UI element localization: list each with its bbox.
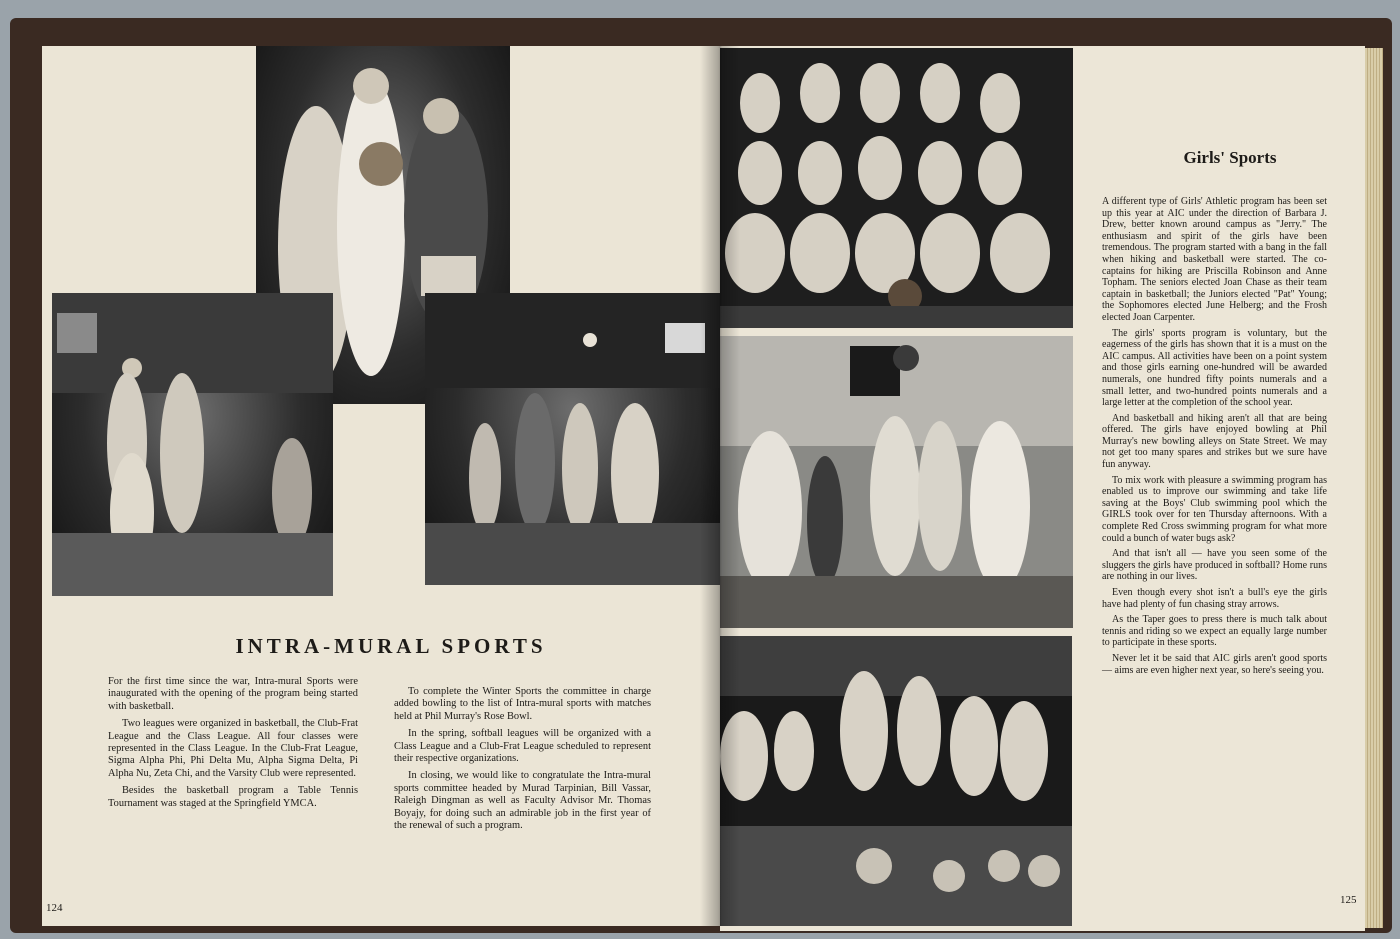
paragraph: In closing, we would like to congratulate the Intra-mural sports committee headed by Murad Tarpinian, Bill Vassar, Raleigh Dingman as well as Faculty Advisor Mr. Thomas Boyajy, for doing such an admirable job in the first year of the renewal of such a program. (394, 770, 651, 832)
paragraph: To complete the Winter Sports the committee in charge added bowling to the list of Intra-mural sports with matches held at Phil Murray's Rose Bowl. (394, 686, 651, 722)
paragraph: Never let it be said that AIC girls aren't good sports — aims are even higher next year, so here's seeing you. (1102, 652, 1327, 676)
paragraph: A different type of Girls' Athletic program has been set up this year at AIC under the direction of Barbara J. Drew, better known around campus as "Jerry." The enthusiasm and spirit of the girls have been tremendous. The program started with a bang in the fall when hiking and basketball were started. The co-captains for hiking are Priscilla Robinson and Anne Topham. The seniors elected Joan Chase as their team captain in basketball; the Juniors elected "Pat" Young; the Sophomores elected June Helberg; and the Frosh elected Joan Carpenter. (1102, 196, 1327, 323)
paragraph: The girls' sports program is voluntary, but the eagerness of the girls has shown that it is a must on the AIC campus. All activities have been on a point system and those girls earning one-hundred will be awarded numerals, one hundred fifty points numerals and a small letter, and two-hundred points numerals and a large letter at the completion of the school year. (1102, 327, 1327, 409)
headline-intra-mural-sports: INTRA-MURAL SPORTS (235, 634, 547, 658)
photo-girls-swimming-pool (720, 636, 1072, 926)
page-number-left: 124 (46, 902, 63, 914)
section-title-girls-sports: Girls' Sports (1183, 148, 1277, 167)
paragraph: To mix work with pleasure a swimming program has enabled us to improve our swimming and take life saving at the Boys' Club swimming pool which the GIRLS took over for ten Thursday afternoons. With a complete Red Cross swimming program for what more could a bunch of water bugs ask? (1102, 474, 1327, 544)
paragraph: As the Taper goes to press there is much talk about tennis and riding so we expect an equally large number to participate in these sports. (1102, 614, 1327, 649)
paragraph: In the spring, softball leagues will be organized with a Class League and a Club-Frat League scheduled to represent their respective organizations. (394, 728, 651, 765)
paragraph: And basketball and hiking aren't all that are being offered. The girls have enjoyed bowling at Phil Murray's new bowling alleys on State Street. We may not get too many spares and strikes but we sure have fun anyway. (1102, 412, 1327, 471)
page-edges (1365, 48, 1383, 928)
paragraph: Even though every shot isn't a bull's eye the girls have had plenty of fun chasing stray arrows. (1102, 587, 1327, 610)
paragraph: Two leagues were organized in basketball, the Club-Frat League and the Class League. All four classes were represented in the Class League. In the Club-Frat League, Sigma Alpha Phi, Phi Delta Mu, Alpha Sigma Delta, Pi Alpha Nu, Zeta Chi, and the Varsity Club were represented. (108, 718, 358, 779)
article-column-1 (108, 676, 358, 815)
paragraph: For the first time since the war, Intra-mural Sports were inaugurated with the opening of the program being started with basketball. (108, 676, 358, 712)
page-number-right: 125 (1340, 894, 1357, 906)
photo-basketball-game-right (425, 293, 720, 585)
paragraph: And that isn't all — have you seen some of the sluggers the girls have produced in softball? Home runs are nothing in our lives. (1102, 548, 1327, 583)
right-page (720, 46, 1365, 931)
article-column-2 (394, 686, 651, 837)
open-yearbook (10, 18, 1392, 933)
photo-girls-team-group (720, 48, 1073, 328)
photo-basketball-game-left (52, 293, 333, 596)
photo-girls-basketball-jump (720, 336, 1073, 628)
left-page (42, 46, 720, 926)
girls-sports-article (1102, 196, 1327, 680)
paragraph: Besides the basketball program a Table Tennis Tournament was staged at the Springfield YMCA. (108, 785, 358, 809)
